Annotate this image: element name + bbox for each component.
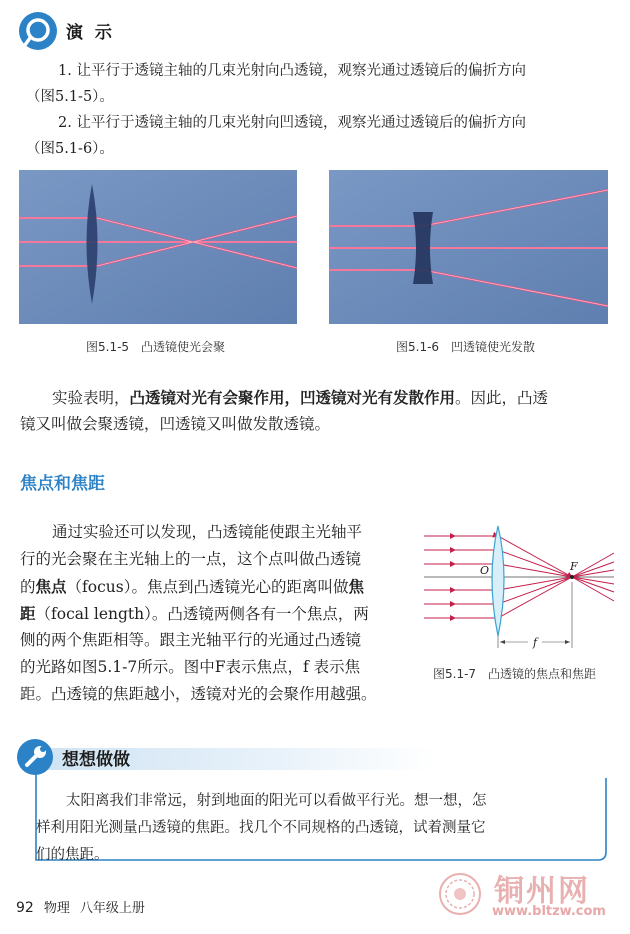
- term-focal-1: 焦: [348, 577, 364, 596]
- demo-item-2-line-1: 2. 让平行于透镜主轴的几束光射向凹透镜，观察光通过透镜后的偏折方向: [58, 115, 526, 131]
- convex-lens-photo: [19, 170, 297, 324]
- label-F: F: [570, 560, 578, 573]
- page-number: 92: [16, 900, 34, 916]
- think-line-2: 样利用阳光测量凸透镜的焦距。找几个不同规格的凸透镜，试着测量它: [36, 820, 486, 836]
- watermark-logo: [438, 872, 482, 916]
- footer-grade: 八年级上册: [79, 901, 145, 916]
- conclusion-bold: 凸透镜对光有会聚作用，凹透镜对光有发散作用: [129, 388, 456, 407]
- term-focus: 焦点: [35, 577, 67, 596]
- conclusion-lead: 实验表明，: [52, 389, 130, 407]
- think-title: 想想做做: [62, 750, 130, 770]
- section-line-6: 的光路如图5.1-7所示。图中F表示焦点，f 表示焦: [20, 658, 361, 676]
- magnifier-icon: [18, 11, 58, 51]
- focal-diagram: [420, 524, 616, 652]
- section-heading: 焦点和焦距: [20, 474, 105, 494]
- focus-point: [570, 575, 574, 579]
- watermark-url: www.bltzw.com: [492, 904, 606, 919]
- page-footer: [16, 897, 145, 916]
- concave-lens-shape: [413, 212, 433, 284]
- fig-5-1-5-caption: 图5.1-5 凸透镜使光会聚: [86, 340, 226, 354]
- wrench-icon: [16, 738, 54, 776]
- demo-title: 演 示: [66, 23, 115, 43]
- think-line-3: 们的焦距。: [36, 847, 109, 863]
- section-line-5: 侧的两个焦距相等。跟主光轴平行的光通过凸透镜: [20, 631, 362, 649]
- concave-lens-photo: [329, 170, 608, 324]
- section-line-4: [20, 600, 369, 628]
- lens-shape: [492, 526, 504, 636]
- fig-5-1-6-caption: 图5.1-6 凹透镜使光发散: [396, 340, 536, 354]
- demo-item-1-line-1: 1. 让平行于透镜主轴的几束光射向凸透镜，观察光通过透镜后的偏折方向: [58, 63, 526, 79]
- term-focal-2: 距: [20, 604, 36, 623]
- section-l3c: （focus）。焦点到凸透镜光心的距离叫做: [66, 578, 349, 596]
- conclusion-line-1: [52, 384, 548, 412]
- section-line-3: [20, 573, 364, 601]
- footer-subject: 物理: [43, 901, 70, 916]
- conclusion-rest: 。因此，凸透: [455, 389, 549, 407]
- fig-5-1-7-caption: 图5.1-7 凸透镜的焦点和焦距: [433, 667, 597, 681]
- section-line-2: 行的光会聚在主光轴上的一点，这个点叫做凸透镜: [20, 550, 362, 568]
- label-f: f: [532, 636, 538, 649]
- conclusion-line-2: 镜又叫做会聚透镜，凹透镜又叫做发散透镜。: [20, 415, 331, 433]
- section-line-7: 距。凸透镜的焦距越小，透镜对光的会聚作用越强。: [20, 685, 377, 703]
- demo-item-2-line-2: （图5.1-6）。: [26, 141, 114, 157]
- demo-item-1-line-2: （图5.1-5）。: [26, 89, 114, 105]
- section-l3a: 的: [20, 578, 36, 596]
- think-line-1: 太阳离我们非常远，射到地面的阳光可以看做平行光。想一想，怎: [66, 793, 487, 809]
- label-O: O: [480, 564, 490, 577]
- section-l4b: （focal length）。凸透镜两侧各有一个焦点，两: [35, 605, 369, 623]
- watermark-name: 铜州网: [494, 874, 590, 909]
- section-line-1: 通过实验还可以发现，凸透镜能使跟主光轴平: [52, 523, 363, 541]
